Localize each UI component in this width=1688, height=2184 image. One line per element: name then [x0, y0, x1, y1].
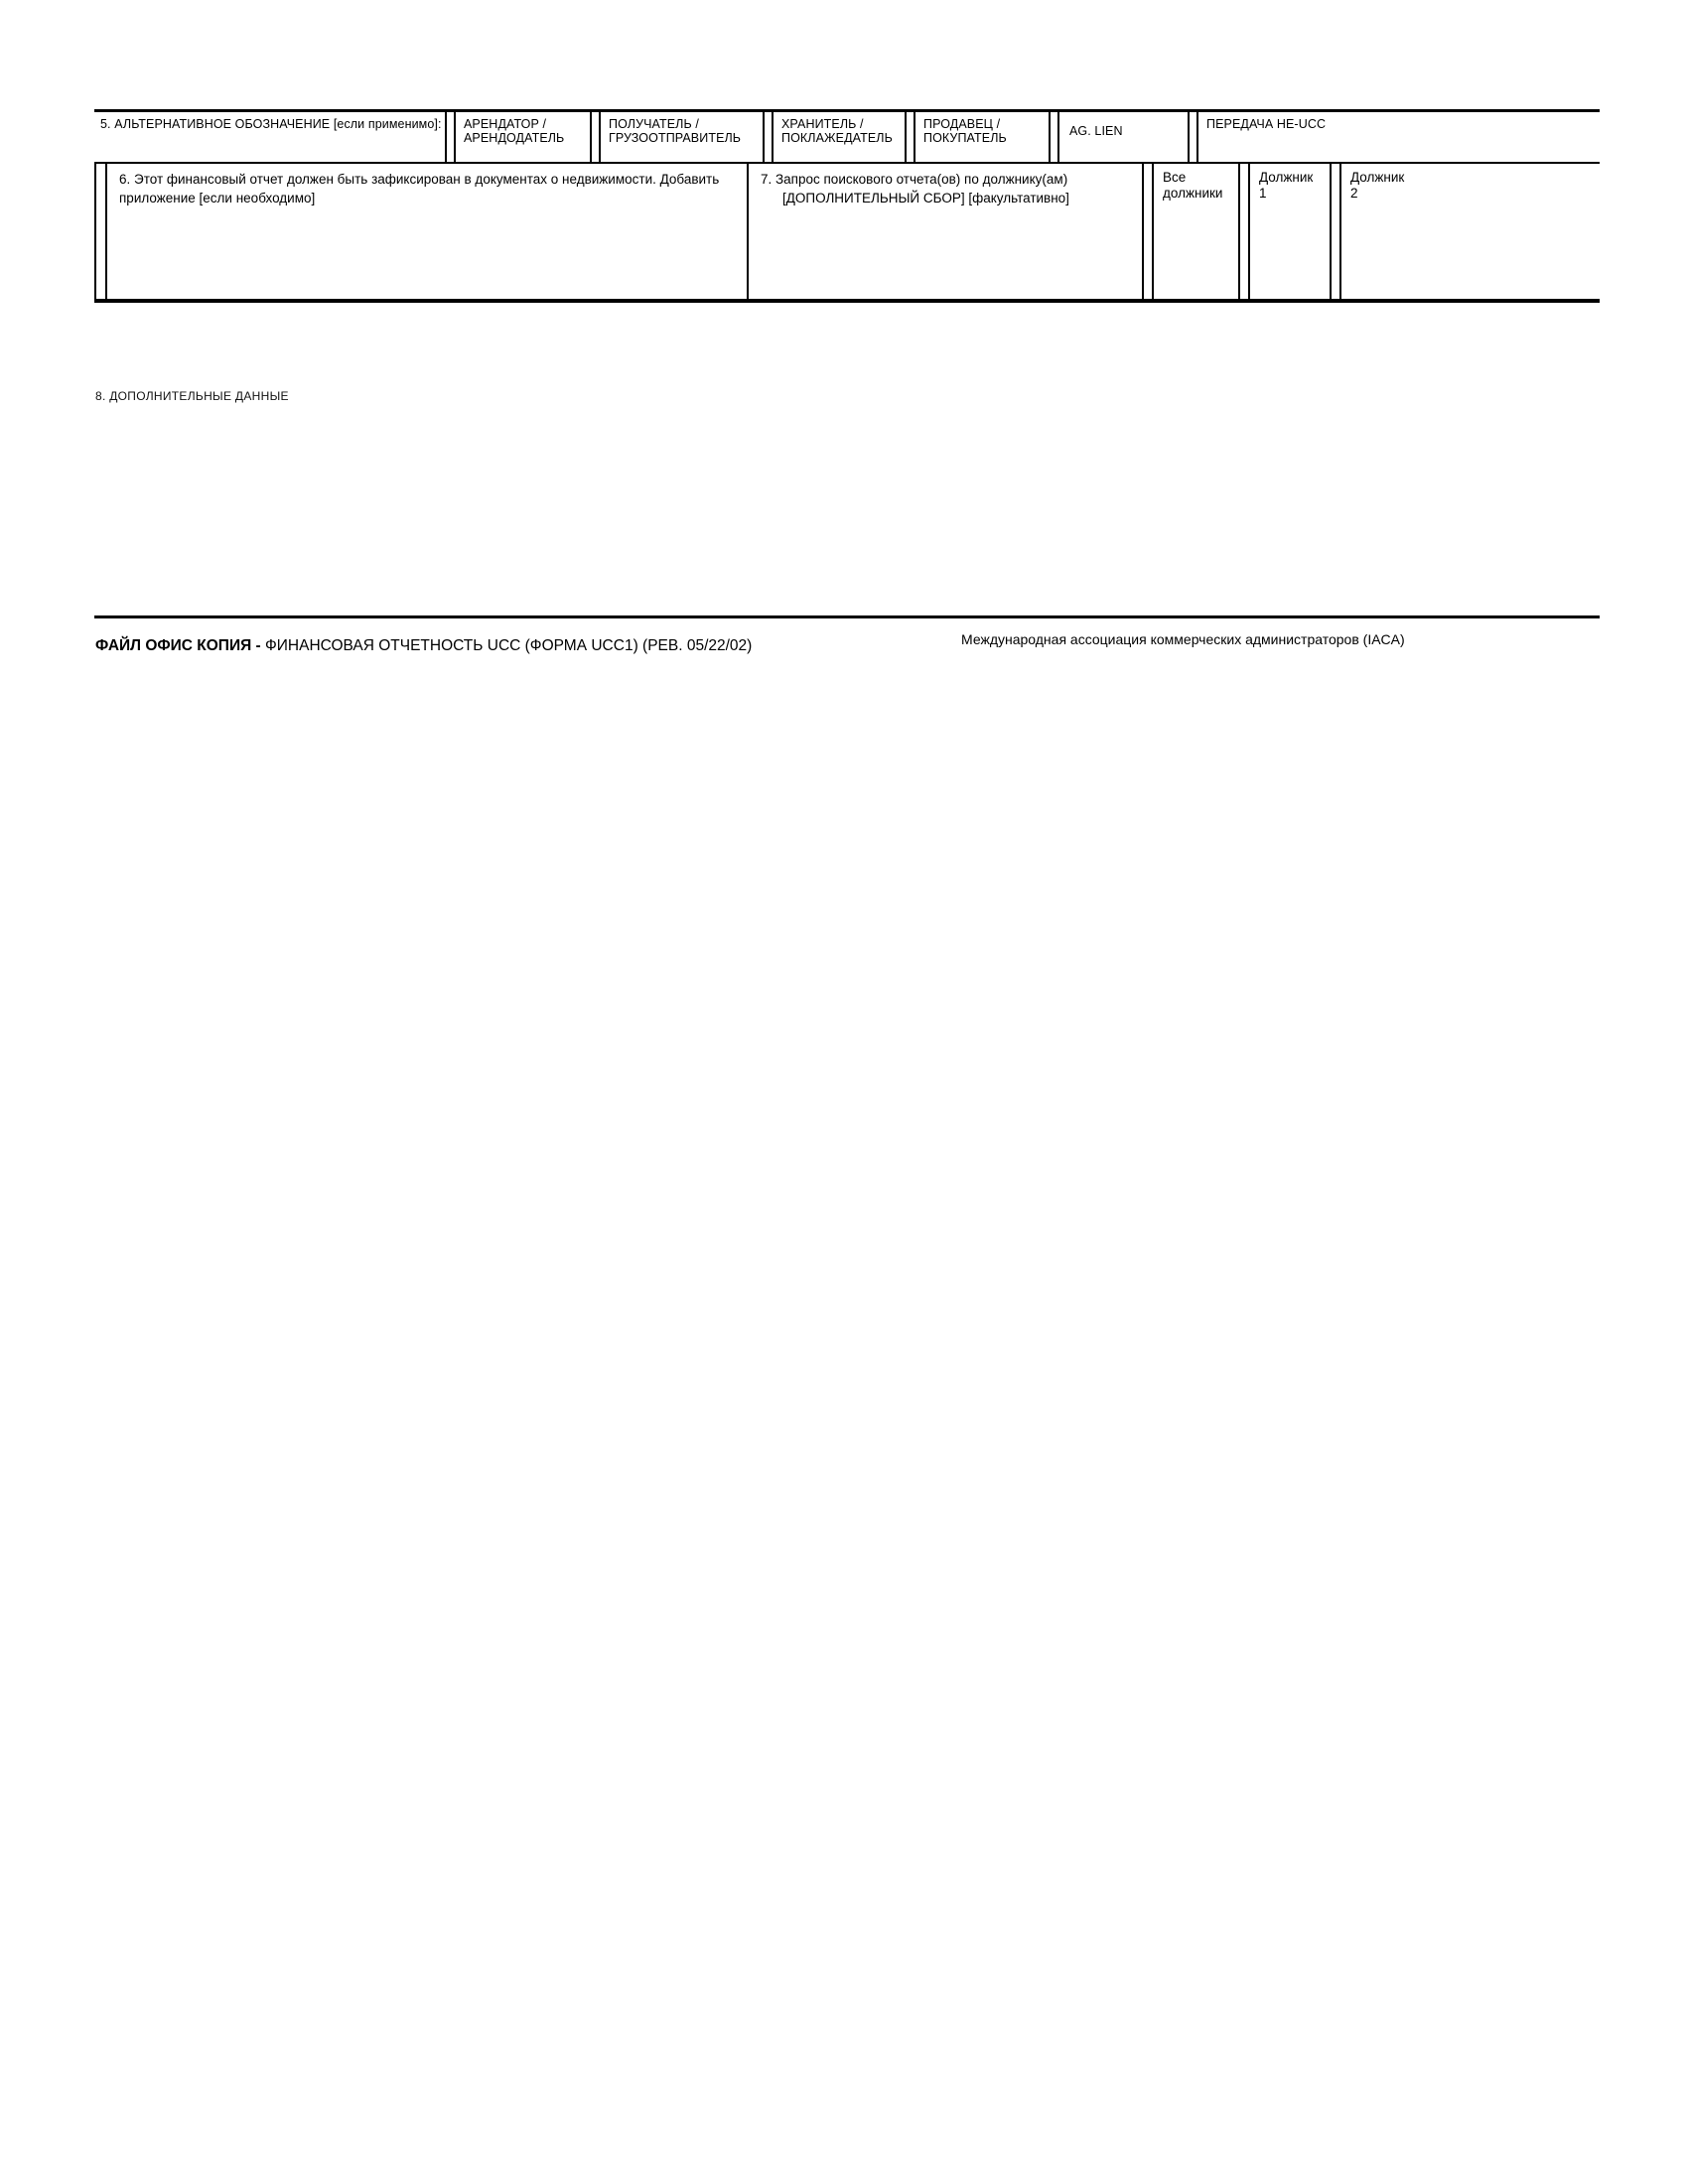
row5-option-bailee-bailor[interactable]	[775, 112, 910, 162]
row5-option-ag-lien[interactable]	[1063, 112, 1183, 162]
row5-option-ag-lien-label: AG. LIEN	[1069, 124, 1123, 138]
row5-field-label	[94, 112, 447, 162]
row5-checkbox-5[interactable]	[1057, 112, 1059, 162]
row5-checkbox-2[interactable]	[599, 112, 601, 162]
row67-divider-4	[1330, 164, 1332, 299]
row5-field-label-text: 5. АЛЬТЕРНАТИВНОЕ ОБОЗНАЧЕНИЕ [если применимо]:	[100, 117, 442, 131]
row5-option-bailee-bailor-label: ХРАНИТЕЛЬ / ПОКЛАЖЕДАТЕЛЬ	[781, 117, 893, 145]
row7-option-debtor-1[interactable]	[1253, 164, 1328, 299]
row5-checkbox-4[interactable]	[914, 112, 915, 162]
row7-checkbox-debtor-2[interactable]	[1339, 164, 1341, 299]
row5-divider-4	[905, 112, 907, 162]
row5-divider-6	[1188, 112, 1190, 162]
row5-divider-5	[1049, 112, 1051, 162]
row5-divider-1	[445, 112, 447, 162]
section-8-additional-data-label	[95, 389, 289, 403]
row6-realty-records-text	[111, 164, 747, 299]
row5-checkbox-1[interactable]	[454, 112, 456, 162]
row5-checkbox-3[interactable]	[772, 112, 774, 162]
row5-option-lessee-lessor-label: АРЕНДАТОР / АРЕНДОДАТЕЛЬ	[464, 117, 565, 145]
row-6-7-block	[94, 164, 1600, 303]
row67-divider-2	[1142, 164, 1144, 299]
row7-option-all-debtors[interactable]	[1157, 164, 1236, 299]
row7-option-debtor-2[interactable]	[1344, 164, 1419, 299]
row5-divider-3	[763, 112, 765, 162]
row5-divider-2	[590, 112, 592, 162]
row5-option-lessee-lessor[interactable]	[458, 112, 592, 162]
row67-divider-3	[1238, 164, 1240, 299]
row5-option-consignee-consignor[interactable]	[603, 112, 767, 162]
row7-option-debtor-1-label: Должник 1	[1259, 170, 1314, 201]
row6-text: 6. Этот финансовый отчет должен быть зафиксирован в документах о недвижимости. Добавить приложение [если необходимо]	[119, 172, 720, 205]
row6-checkbox[interactable]	[105, 164, 107, 299]
row7-line2: [ДОПОЛНИТЕЛЬНЫЙ СБОР] [факультативно]	[782, 191, 1069, 205]
section-8-label-text: 8. ДОПОЛНИТЕЛЬНЫЕ ДАННЫЕ	[95, 389, 289, 403]
footer-left-rest: ФИНАНСОВАЯ ОТЧЕТНОСТЬ UCC (ФОРМА UCC1) (РЕВ. 05/22/02)	[265, 637, 753, 654]
footer-left-bold: ФАЙЛ ОФИС КОПИЯ -	[95, 637, 265, 654]
row5-option-non-ucc-filing-label: ПЕРЕДАЧА НЕ-UCC	[1206, 117, 1327, 131]
row5-option-seller-buyer-label: ПРОДАВЕЦ / ПОКУПАТЕЛЬ	[923, 117, 1007, 145]
row5-option-non-ucc-filing[interactable]	[1200, 112, 1359, 162]
footer-left	[95, 635, 919, 656]
row7-line1: 7. Запрос поискового отчета(ов) по должнику(ам)	[761, 172, 1068, 187]
row5-checkbox-6[interactable]	[1196, 112, 1198, 162]
row67-divider-1	[747, 164, 749, 299]
row67-left-border	[94, 164, 96, 299]
row7-search-report-text	[753, 164, 1140, 299]
row7-option-debtor-2-label: Должник 2	[1350, 170, 1405, 201]
row7-checkbox-all-debtors[interactable]	[1152, 164, 1154, 299]
row5-option-consignee-consignor-label: ПОЛУЧАТЕЛЬ / ГРУЗООТПРАВИТЕЛЬ	[609, 117, 742, 145]
row-5-alternate-designation	[94, 109, 1600, 164]
row7-checkbox-debtor-1[interactable]	[1248, 164, 1250, 299]
row5-option-seller-buyer[interactable]	[917, 112, 1052, 162]
footer-divider	[94, 615, 1600, 618]
footer-right-text: Международная ассоциация коммерческих администраторов (IACA)	[961, 631, 1405, 647]
row7-option-all-debtors-label: Все должники	[1163, 170, 1223, 201]
footer-right	[961, 630, 1597, 648]
